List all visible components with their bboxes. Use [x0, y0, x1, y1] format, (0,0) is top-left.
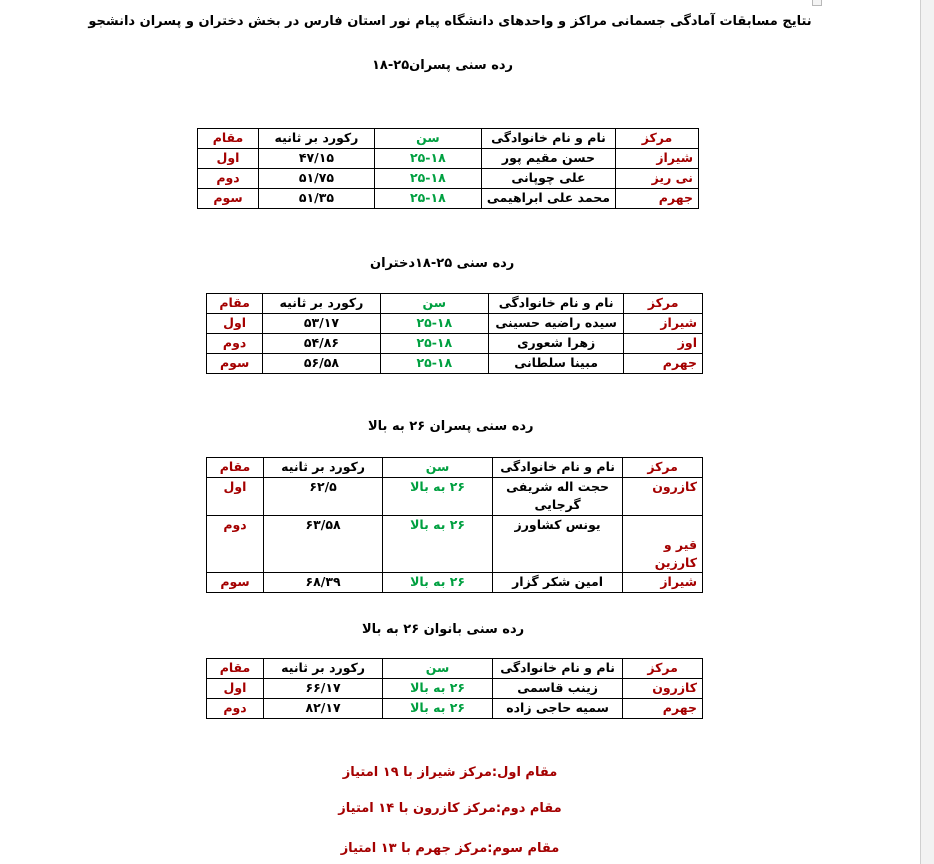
- header-center: مرکز: [623, 659, 703, 679]
- table-row: [207, 573, 703, 593]
- results-table: [206, 658, 703, 719]
- cell-name: سیده راضیه حسینی: [488, 314, 623, 334]
- header-record: رکورد بر ثانیه: [264, 458, 383, 478]
- cell-record: ۶۸/۳۹: [264, 573, 383, 593]
- table-header-row: [207, 659, 703, 679]
- cell-name: حجت اله شریفی گرجایی: [492, 478, 622, 516]
- header-rank: مقام: [207, 458, 264, 478]
- table-row: [198, 189, 699, 209]
- cell-name: زینب قاسمی: [492, 679, 622, 699]
- summary-first-place: مقام اول:مرکز شیراز با ۱۹ امتیاز: [342, 765, 558, 780]
- cell-record: ۶۳/۵۸: [264, 516, 383, 573]
- cell-age: ۲۶ به بالا: [383, 516, 493, 573]
- cell-age: ۲۶ به بالا: [383, 478, 493, 516]
- cell-record: ۸۲/۱۷: [264, 699, 383, 719]
- cell-record: ۴۷/۱۵: [258, 149, 374, 169]
- header-name: نام و نام خانوادگی: [488, 294, 623, 314]
- table-row: [207, 516, 703, 573]
- header-center: مرکز: [624, 294, 703, 314]
- cell-center: جهرم: [623, 699, 703, 719]
- header-name: نام و نام خانوادگی: [492, 458, 622, 478]
- cell-age: ۲۵-۱۸: [374, 149, 481, 169]
- cell-age: ۲۵-۱۸: [374, 189, 481, 209]
- cell-rank: اول: [198, 149, 259, 169]
- table-header-row: [198, 129, 699, 149]
- cell-center: شیراز: [616, 149, 699, 169]
- cell-center: شیراز: [623, 573, 703, 593]
- cell-record: ۵۴/۸۶: [263, 334, 380, 354]
- cell-record: ۵۶/۵۸: [263, 354, 380, 374]
- header-age: سن: [374, 129, 481, 149]
- cell-name: مبینا سلطانی: [488, 354, 623, 374]
- header-record: رکورد بر ثانیه: [264, 659, 383, 679]
- cell-name: علی چوپانی: [481, 169, 615, 189]
- cell-age: ۲۵-۱۸: [374, 169, 481, 189]
- cell-center: شیراز: [624, 314, 703, 334]
- cell-rank: سوم: [198, 189, 259, 209]
- cell-center: جهرم: [624, 354, 703, 374]
- cell-rank: دوم: [207, 516, 264, 573]
- cell-name: سمیه حاجی زاده: [492, 699, 622, 719]
- header-age: سن: [383, 458, 493, 478]
- section-heading: رده سنی ۲۵-۱۸دختران: [370, 256, 515, 271]
- cell-rank: سوم: [207, 354, 263, 374]
- header-name: نام و نام خانوادگی: [492, 659, 622, 679]
- cell-record: ۵۱/۷۵: [258, 169, 374, 189]
- header-rank: مقام: [198, 129, 259, 149]
- header-record: رکورد بر ثانیه: [258, 129, 374, 149]
- cell-center: جهرم: [616, 189, 699, 209]
- cell-center: قیر و کارزین: [623, 516, 703, 573]
- header-rank: مقام: [207, 294, 263, 314]
- vertical-scrollbar[interactable]: [920, 0, 934, 864]
- cell-record: ۵۳/۱۷: [263, 314, 380, 334]
- table-row: [198, 149, 699, 169]
- cell-name: امین شکر گزار: [492, 573, 622, 593]
- cell-rank: اول: [207, 478, 264, 516]
- cell-age: ۲۶ به بالا: [383, 679, 493, 699]
- summary-third-place: مقام سوم:مرکز جهرم با ۱۳ امتیاز: [340, 841, 560, 856]
- table-row: [207, 354, 703, 374]
- cell-name: حسن مقیم پور: [481, 149, 615, 169]
- cell-name: یونس کشاورز: [492, 516, 622, 573]
- cell-name: زهرا شعوری: [488, 334, 623, 354]
- section-heading: رده سنی بانوان ۲۶ به بالا: [362, 622, 525, 637]
- table-row: [207, 699, 703, 719]
- cell-age: ۲۶ به بالا: [383, 573, 493, 593]
- cell-center: کازرون: [623, 478, 703, 516]
- cell-age: ۲۶ به بالا: [383, 699, 493, 719]
- cell-rank: دوم: [207, 334, 263, 354]
- table-row: [207, 314, 703, 334]
- results-table: [206, 293, 703, 374]
- header-rank: مقام: [207, 659, 264, 679]
- cell-age: ۲۵-۱۸: [380, 354, 488, 374]
- section-heading: رده سنی پسران۲۵-۱۸: [372, 58, 514, 73]
- header-center: مرکز: [623, 458, 703, 478]
- results-table: [206, 457, 703, 593]
- table-header-row: [207, 458, 703, 478]
- table-row: [207, 334, 703, 354]
- cell-rank: دوم: [207, 699, 264, 719]
- cell-center: کازرون: [623, 679, 703, 699]
- header-age: سن: [383, 659, 493, 679]
- table-header-row: [207, 294, 703, 314]
- table-row: [207, 679, 703, 699]
- cell-rank: اول: [207, 679, 264, 699]
- header-age: سن: [380, 294, 488, 314]
- summary-second-place: مقام دوم:مرکز کازرون با ۱۴ امتیاز: [338, 801, 562, 816]
- section-heading: رده سنی پسران ۲۶ به بالا: [368, 419, 534, 434]
- cell-name: محمد علی ابراهیمی: [481, 189, 615, 209]
- cell-rank: دوم: [198, 169, 259, 189]
- cell-rank: اول: [207, 314, 263, 334]
- cell-age: ۲۵-۱۸: [380, 334, 488, 354]
- cell-center: اوز: [624, 334, 703, 354]
- cell-record: ۶۲/۵: [264, 478, 383, 516]
- cell-rank: سوم: [207, 573, 264, 593]
- cell-record: ۶۶/۱۷: [264, 679, 383, 699]
- header-record: رکورد بر ثانیه: [263, 294, 380, 314]
- table-row: [198, 169, 699, 189]
- header-name: نام و نام خانوادگی: [481, 129, 615, 149]
- ruler-marker: [812, 0, 822, 6]
- table-row: [207, 478, 703, 516]
- results-table: [197, 128, 699, 209]
- cell-center: نی ریز: [616, 169, 699, 189]
- cell-record: ۵۱/۳۵: [258, 189, 374, 209]
- header-center: مرکز: [616, 129, 699, 149]
- cell-age: ۲۵-۱۸: [380, 314, 488, 334]
- document-title: نتایج مسابقات آمادگی جسمانی مراکز و واحدهای دانشگاه پیام نور استان فارس در بخش دختران و پسران دانشجو: [88, 14, 812, 29]
